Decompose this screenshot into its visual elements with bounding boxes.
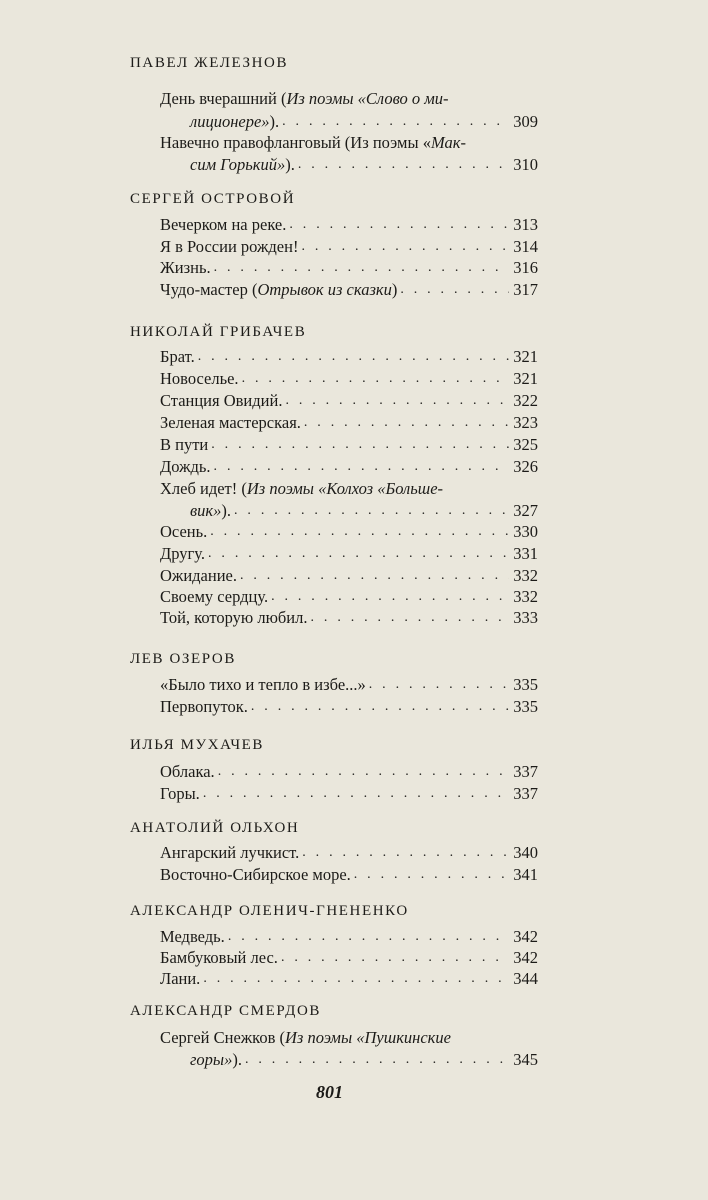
toc-entry: Дождь. . . . 326	[160, 457, 538, 477]
page-ref: 326	[513, 457, 538, 476]
toc-entry: Той, которую любил. . . . 333	[160, 608, 538, 628]
toc-entry: Чудо-мастер (Отрывок из сказки) . . . 317	[160, 280, 538, 300]
toc-entry: Медведь. . . . 342	[160, 927, 538, 947]
toc-entry: Брат. . . . 321	[160, 347, 538, 367]
toc-entry: Другу. . . . 331	[160, 544, 538, 564]
toc-entry: горы»). . . . 345	[190, 1050, 538, 1070]
dot-leader	[289, 215, 509, 235]
toc-entry: Я в России рожден! . . . 314	[160, 237, 538, 257]
page-ref: 316	[513, 258, 538, 277]
page-ref: 341	[513, 865, 538, 884]
toc-entry: Вечерком на реке. . . . 313	[160, 215, 538, 235]
dot-leader	[285, 391, 509, 411]
page-ref: 310	[513, 155, 538, 174]
dot-leader	[208, 544, 509, 564]
toc-entry: Ожидание. . . . 332	[160, 566, 538, 586]
author-heading: АЛЕКСАНДР ОЛЕНИЧ-ГНЕНЕНКО	[130, 903, 409, 919]
dot-leader	[298, 155, 509, 175]
entry-title-line1: Навечно правофланговый (Из поэмы «Мак-	[160, 133, 466, 152]
page-ref: 323	[513, 413, 538, 432]
entry-title-line1: День вчерашний (Из поэмы «Слово о ми-	[160, 89, 449, 108]
author-heading: ЛЕВ ОЗЕРОВ	[130, 651, 236, 667]
author-heading: ИЛЬЯ МУХАЧЕВ	[130, 737, 265, 753]
dot-leader	[203, 969, 509, 989]
page-ref: 340	[513, 843, 538, 862]
dot-leader	[228, 927, 509, 947]
page-ref: 345	[513, 1050, 538, 1069]
toc-entry: «Было тихо и тепло в избе...» . . . 335	[160, 675, 538, 695]
page-ref: 337	[513, 762, 538, 781]
dot-leader	[214, 457, 510, 477]
dot-leader	[198, 347, 510, 367]
dot-leader	[354, 865, 509, 885]
dot-leader	[214, 258, 510, 278]
dot-leader	[242, 369, 510, 389]
page-ref: 321	[513, 347, 538, 366]
page-ref: 335	[513, 697, 538, 716]
dot-leader	[211, 435, 509, 455]
dot-leader	[218, 762, 510, 782]
page-number: 801	[316, 1082, 343, 1102]
toc-entry: Горы. . . . 337	[160, 784, 538, 804]
toc-entry: Бамбуковый лес. . . . 342	[160, 948, 538, 968]
page-ref: 313	[513, 215, 538, 234]
toc-entry: Ангарский лучкист. . . . 340	[160, 843, 538, 863]
toc-entry: Жизнь. . . . 316	[160, 258, 538, 278]
dot-leader	[240, 566, 509, 586]
page-ref: 333	[513, 608, 538, 627]
page-ref: 327	[513, 501, 538, 520]
toc-entry: Зеленая мастерская. . . . 323	[160, 413, 538, 433]
toc-entry: Первопуток. . . . 335	[160, 697, 538, 717]
entry-title-line1: Сергей Снежков (Из поэмы «Пушкинские	[160, 1028, 451, 1047]
toc-entry: Восточно-Сибирское море. . . . 341	[160, 865, 538, 885]
toc-entry: Своему сердцу. . . . 332	[160, 587, 538, 607]
toc-entry: лиционере»). . . . 309	[190, 112, 538, 132]
page-ref: 331	[513, 544, 538, 563]
toc-entry: Станция Овидий. . . . 322	[160, 391, 538, 411]
page-ref: 325	[513, 435, 538, 454]
page-ref: 344	[513, 969, 538, 988]
page-ref: 317	[513, 280, 538, 299]
toc-entry: В пути . . . 325	[160, 435, 538, 455]
dot-leader	[281, 948, 509, 968]
author-heading: НИКОЛАЙ ГРИБАЧЕВ	[130, 324, 307, 340]
page-ref: 342	[513, 948, 538, 967]
dot-leader	[234, 501, 509, 521]
author-heading: АЛЕКСАНДР СМЕРДОВ	[130, 1003, 322, 1019]
dot-leader	[304, 413, 509, 433]
dot-leader	[301, 237, 509, 257]
author-heading: СЕРГЕЙ ОСТРОВОЙ	[130, 191, 296, 207]
dot-leader	[302, 843, 509, 863]
page-ref: 330	[513, 522, 538, 541]
page-ref: 332	[513, 566, 538, 585]
dot-leader	[311, 608, 510, 628]
toc-entry: Лани. . . . 344	[160, 969, 538, 989]
page-ref: 314	[513, 237, 538, 256]
dot-leader	[245, 1050, 509, 1070]
page-ref: 342	[513, 927, 538, 946]
toc-entry: Облака. . . . 337	[160, 762, 538, 782]
dot-leader	[282, 112, 509, 132]
page-ref: 337	[513, 784, 538, 803]
toc-entry: Осень. . . . 330	[160, 522, 538, 542]
dot-leader	[271, 587, 509, 607]
dot-leader	[210, 522, 509, 542]
page-ref: 322	[513, 391, 538, 410]
toc-entry: вик»). . . . 327	[190, 501, 538, 521]
page-ref: 309	[513, 112, 538, 131]
dot-leader	[400, 280, 509, 300]
toc-entry: Новоселье. . . . 321	[160, 369, 538, 389]
page-ref: 321	[513, 369, 538, 388]
author-heading: АНАТОЛИЙ ОЛЬХОН	[130, 820, 300, 836]
dot-leader	[369, 675, 509, 695]
page-ref: 332	[513, 587, 538, 606]
author-heading: ПАВЕЛ ЖЕЛЕЗНОВ	[130, 55, 289, 71]
entry-title-line1: Хлеб идет! (Из поэмы «Колхоз «Больше-	[160, 479, 444, 498]
dot-leader	[203, 784, 509, 804]
page-ref: 335	[513, 675, 538, 694]
toc-entry: сим Горький»). . . . 310	[190, 155, 538, 175]
dot-leader	[251, 697, 509, 717]
